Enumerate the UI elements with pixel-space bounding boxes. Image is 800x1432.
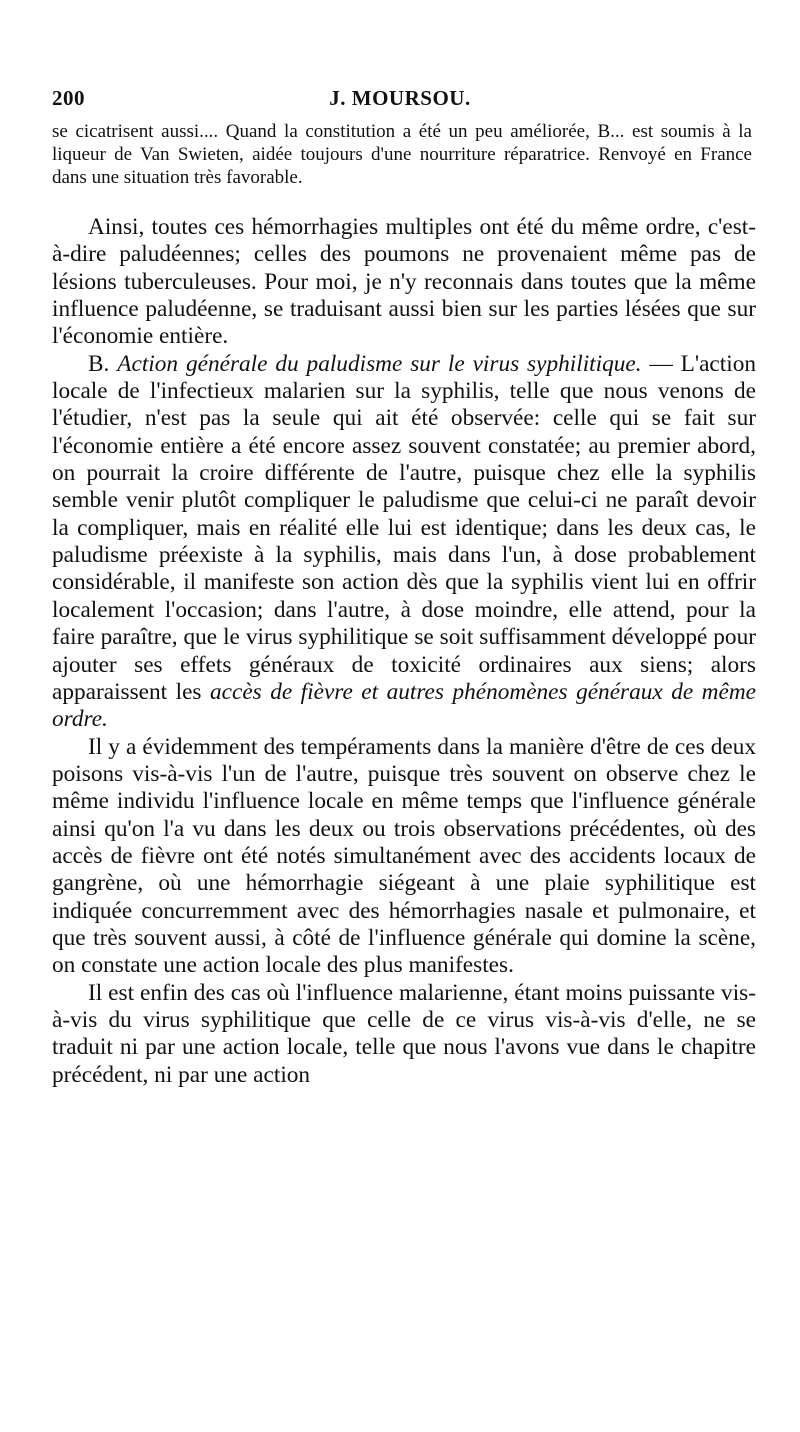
- page-number: 200: [52, 86, 85, 110]
- section-title: Action générale du paludisme sur le virus syphilitique.: [117, 350, 642, 377]
- section-b-paragraph: [52, 351, 756, 734]
- section-emphasis: accès de fièvre et autres phénomènes généraux de même ordre.: [52, 678, 757, 733]
- running-title: J. MOURSOU.: [329, 86, 471, 110]
- paragraph-ainsi: Ainsi, toutes ces hémorrhagies multiples ont été du même ordre, c'est-à-dire paludéennes; celles des poumons ne provenaient même pas de lésions tuberculeuses. Pour moi, je n'y reconnais dans toutes que la même influence paludéenne, se traduisant aussi bien sur les parties lésées que sur l'économie entière.: [52, 214, 756, 350]
- section-text: — L'action locale de l'infectieux malarien sur la syphilis, telle que nous venons de l'étudier, n'est pas la seule qui ait été observée: celle qui se fait sur l'économie entière a été encore assez souvent constatée; au premier abord, on pourrait la croire différente de l'autre, puisque chez elle la syphilis semble venir plutôt compliquer le paludisme que celui-ci ne paraît devoir la compliquer, mais en réalité elle lui est identique; dans les deux cas, le paludisme préexiste à la syphilis, mais dans l'un, à dose probablement considérable, il manifeste son action dès que la syphilis vient lui en offrir localement l'occasion; dans l'autre, à dose moindre, elle attend, pour la faire paraître, que le virus syphilitique se soit suffisamment développé pour ajouter ses effets généraux de toxicité ordinaires aux siens; alors apparaissent les: [52, 350, 756, 705]
- observation-continuation: [52, 120, 752, 189]
- main-text: [52, 214, 756, 1089]
- running-head: [52, 86, 748, 114]
- paragraph-enfin: Il est enfin des cas où l'influence malarienne, étant moins puissante vis-à-vis du virus syphilitique que celle de ce virus vis-à-vis d'elle, ne se traduit ni par une action locale, telle que nous l'avons vue dans le chapitre précédent, ni par une action: [52, 979, 756, 1088]
- section-letter: B.: [88, 350, 110, 377]
- paragraph-temperaments: Il y a évidemment des tempéraments dans la manière d'être de ces deux poisons vis-à-vis l'un de l'autre, puisque très souvent on observe chez le même individu l'influence locale en même temps que l'influence générale ainsi qu'on l'a vu dans les deux ou trois observations précédentes, où des accès de fièvre ont été notés simultanément avec des accidents locaux de gangrène, où une hémorrhagie siégeant à une plaie syphilitique est indiquée concurremment avec des hémorrhagies nasale et pulmonaire, et que très souvent aussi, à côté de l'influence générale qui domine la scène, on constate une action locale des plus manifestes.: [52, 733, 756, 979]
- continuation-paragraph: se cicatrisent aussi.... Quand la constitution a été un peu améliorée, B... est soumis à la liqueur de Van Swieten, aidée toujours d'une nourriture réparatrice. Renvoyé en France dans une situation très favorable.: [52, 121, 752, 188]
